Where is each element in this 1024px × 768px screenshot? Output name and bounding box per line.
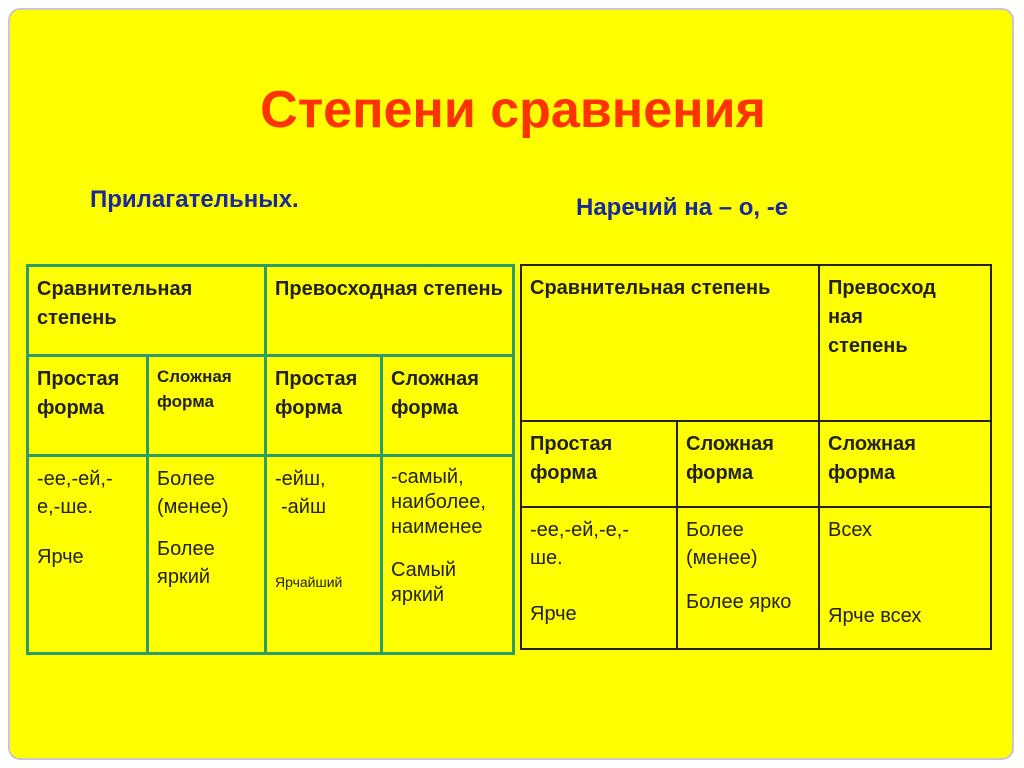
adj-example-compound-super-1: Самый [391,559,457,581]
adv-suffix-line-2: ше. [530,547,563,569]
adj-cell-compound-superlative [382,456,514,654]
adv-cell-simple [521,507,677,649]
adv-all-line: Всех [828,519,873,541]
adv-header-superlative-2: ная [828,306,863,328]
table-row [28,356,514,456]
adj-sub-compound-superlative: Сложная форма [382,356,514,456]
adjectives-table [26,264,515,655]
adv-sub-compound: Сложная форма [677,421,819,507]
adj-header-comparative: Сравнительная степень [28,266,266,356]
adv-header-superlative-1: Превосход [828,277,936,299]
adj-sub-compound-comparative: Сложная форма [148,356,266,456]
adv-sub-simple: Простая форма [521,421,677,507]
adj-samyy-line: -самый, [391,466,464,488]
adj-header-superlative: Превосходная степень [266,266,514,356]
slide-title: Степени сравнения [260,81,766,139]
adv-header-comparative: Сравнительная степень [521,265,819,421]
adv-sub-compound-superlative: Сложная форма [819,421,991,507]
adj-suffix-line-2: е,-ше. [37,496,94,518]
adv-example-simple: Ярче [530,603,577,625]
adj-example-compound-2: яркий [157,566,211,588]
adj-example-compound-super-2: яркий [391,584,445,606]
adj-cell-simple-superlative [266,456,382,654]
adj-cell-simple-comparative [28,456,148,654]
adj-sub-simple-comparative: Простая форма [28,356,148,456]
adv-header-superlative [819,265,991,421]
adj-example-simple-comparative: Ярче [37,546,84,568]
table-row [28,456,514,654]
adv-suffix-line-1: -ее,-ей,-е,- [530,519,629,541]
table-row [521,265,991,421]
adj-sub-simple-superlative: Простая форма [266,356,382,456]
adv-header-superlative-3: степень [828,335,908,357]
adv-less-line: (менее) [686,547,758,569]
adj-naibolee-line: наиболее, [391,491,486,513]
adv-more-line: Более [686,519,744,541]
table-row [521,507,991,649]
adj-naimenee-line: наименее [391,516,483,538]
adverbs-table [520,264,992,650]
adv-cell-compound-superlative [819,507,991,649]
adv-example-superlative: Ярче всех [828,605,922,627]
adv-cell-compound [677,507,819,649]
adj-aysh-line: -айш [281,496,327,518]
adj-example-simple-superlative: Ярчайший [275,574,343,590]
adj-eysh-line: -ейш, [275,468,326,490]
table-row [521,421,991,507]
subtitle-adverbs: Наречий на – о, -е [576,194,789,221]
adj-less-line: (менее) [157,496,229,518]
adj-more-line: Более [157,468,215,490]
adj-cell-compound-comparative [148,456,266,654]
subtitle-adjectives: Прилагательных. [90,186,299,213]
adv-example-compound: Более ярко [686,591,792,613]
table-row [28,266,514,356]
adj-suffix-line-1: -ее,-ей,- [37,468,113,490]
adj-example-compound-1: Более [157,538,215,560]
